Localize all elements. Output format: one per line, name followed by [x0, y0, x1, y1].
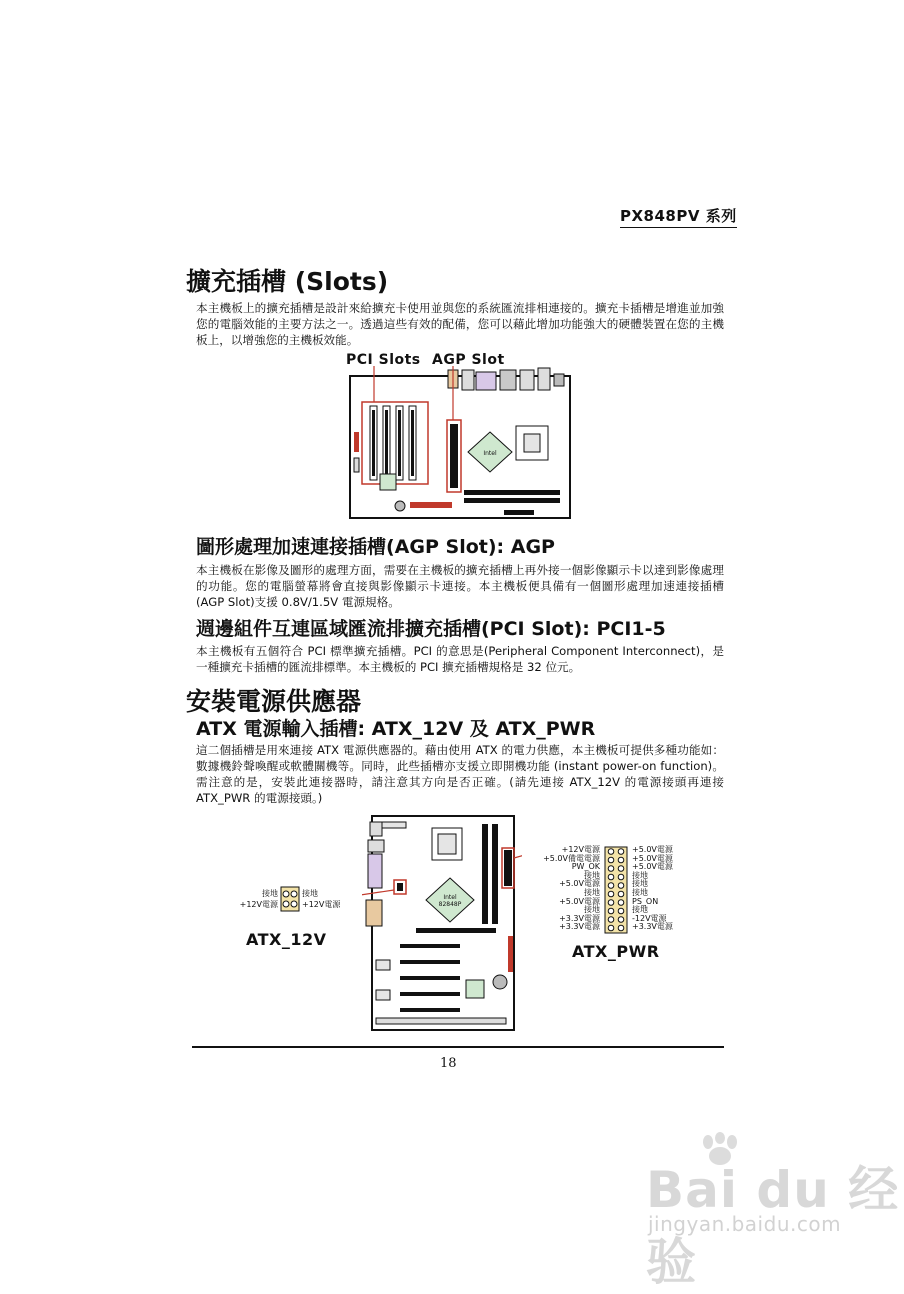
atx12v-right-pins: 接地 +12V電源: [302, 889, 341, 909]
agp-heading: 圖形處理加速連接插槽(AGP Slot): AGP: [196, 536, 555, 558]
document-header: PX848PV 系列: [620, 207, 737, 225]
watermark-url: jingyan.baidu.com: [648, 1212, 842, 1236]
atx12v-label: ATX_12V: [246, 930, 327, 949]
power-heading: ATX 電源輸入插槽: ATX_12V 及 ATX_PWR: [196, 718, 596, 740]
pci-paragraph: 本主機板有五個符合 PCI 標準擴充插槽。PCI 的意思是(Peripheral Component Interconnect)，是一種擴充卡插槽的匯流排標準。本主機板的 PCI 擴充插槽規格是 32 位元。: [196, 644, 724, 674]
svg-text:Intel: Intel: [443, 894, 457, 901]
atx12v-connector: [280, 886, 300, 912]
pci-heading: 週邊組件互連區域匯流排擴充插槽(PCI Slot): PCI1-5: [196, 618, 666, 640]
pci-slots-label: PCI Slots: [346, 352, 421, 368]
page-number: 18: [440, 1056, 457, 1071]
footer-divider: [192, 1046, 724, 1048]
svg-text:82848P: 82848P: [438, 901, 462, 908]
watermark-logo: Bai du 经验: [646, 1161, 900, 1291]
slots-paragraph: 本主機板上的擴充插槽是設計來給擴充卡使用並與您的系統匯流排相連接的。擴充卡插槽是增進並加強您的電腦效能的主要方法之一。透過這些有效的配備，您可以藉此增加功能強大的硬體裝置在您的主機板上，以增強您的主機板效能。: [196, 301, 724, 347]
slots-heading: 擴充插槽 (Slots): [186, 267, 389, 296]
atxpwr-connector: [604, 846, 628, 934]
atx12v-left-pins: 接地 +12V電源: [239, 889, 278, 909]
atxpwr-label: ATX_PWR: [572, 942, 660, 961]
power-section-heading: 安裝電源供應器: [186, 687, 362, 716]
motherboard-power-diagram: [362, 814, 522, 1034]
atxpwr-left-pins: +12V電源 +5.0V備電電源 PW_OK 接地 +5.0V電源 接地 +5.0V電源 接地 +3.3V電源 +3.3V電源: [543, 845, 600, 932]
agp-slot-label: AGP Slot: [432, 352, 505, 368]
power-paragraph: 這二個插槽是用來連接 ATX 電源供應器的。藉由使用 ATX 的電力供應，本主機板可提供多種功能如：數據機鈴聲喚醒或軟體關機等。同時，此些插槽亦支援立即開機功能 (instant power-on function)。需注意的是，安裝此連接器時，請注意其方向是否正確。(請先連接 ATX_12V 的電源接頭再連接 ATX_PWR 的電源接頭。): [196, 743, 724, 805]
motherboard-slots-diagram: [344, 366, 576, 522]
svg-text:Intel: Intel: [483, 450, 497, 457]
agp-paragraph: 本主機板在影像及圖形的處理方面，需要在主機板的擴充插槽上再外接一個影像顯示卡以達到影像處理的功能。您的電腦螢幕將會直接與影像顯示卡連接。本主機板便具備有一個圖形處理加速連接插槽 (AGP Slot)支援 0.8V/1.5V 電源規格。: [196, 563, 724, 609]
atxpwr-right-pins: +5.0V電源 +5.0V電源 +5.0V電源 接地 接地 接地 PS_ON 接地 -12V電源 +3.3V電源: [632, 845, 673, 932]
